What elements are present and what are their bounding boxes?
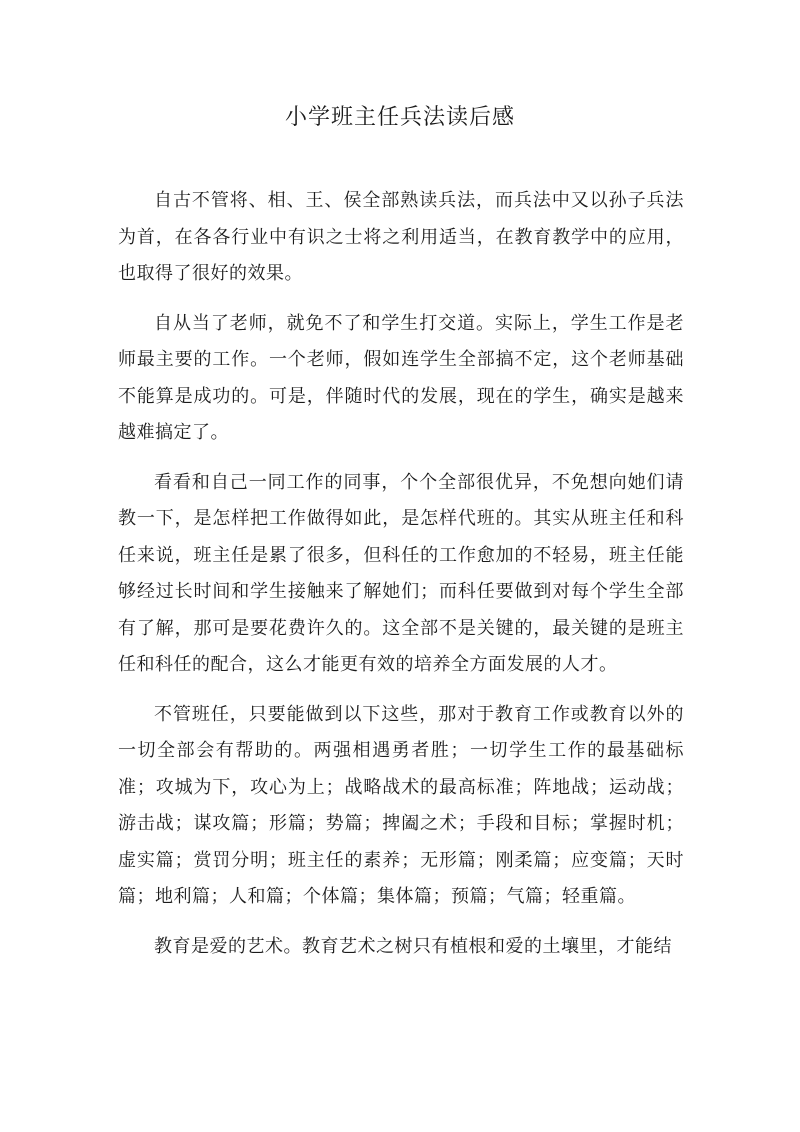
document-body bbox=[118, 183, 684, 978]
paragraph-5: 教育是爱的艺术。教育艺术之树只有植根和爱的土壤里，才能结 bbox=[154, 935, 672, 957]
paragraph-3: 看看和自己一同工作的同事，个个全部很优异，不免想向她们请教一下，是怎样把工作做得如此，是怎样代班的。其实从班主任和科任来说，班主任是累了很多，但科任的工作愈加的不轻易，班主任能够经过长时间和学生接触来了解她们；而科任要做到对每个学生全部有了解，那可是要花费许久的。这全部不是关键的，最关键的是班主任和科任的配合，这么才能更有效的培养全方面发展的人才。 bbox=[118, 471, 684, 675]
paragraph-4: 不管班任，只要能做到以下这些，那对于教育工作或教育以外的一切全部会有帮助的。两强相遇勇者胜；一切学生工作的最基础标准；攻城为下，攻心为上；战略战术的最高标准；阵地战；运动战；游击战；谋攻篇；形篇；势篇；捭阖之术；手段和目标；掌握时机；虚实篇；赏罚分明；班主任的素养；无形篇；刚柔篇；应变篇；天时篇；地利篇；人和篇；个体篇；集体篇；预篇；气篇；轻重篇。 bbox=[118, 703, 684, 907]
document-title: 小学班主任兵法读后感 bbox=[284, 105, 515, 130]
paragraph-1: 自古不管将、相、王、侯全部熟读兵法，而兵法中又以孙子兵法为首，在各各行业中有识之士将之利用适当，在教育教学中的应用，也取得了很好的效果。 bbox=[118, 190, 684, 284]
paragraph-2: 自从当了老师，就免不了和学生打交道。实际上，学生工作是老师最主要的工作。一个老师，假如连学生全部搞不定，这个老师基础不能算是成功的。可是，伴随时代的发展，现在的学生，确实是越来越难搞定了。 bbox=[118, 312, 684, 443]
